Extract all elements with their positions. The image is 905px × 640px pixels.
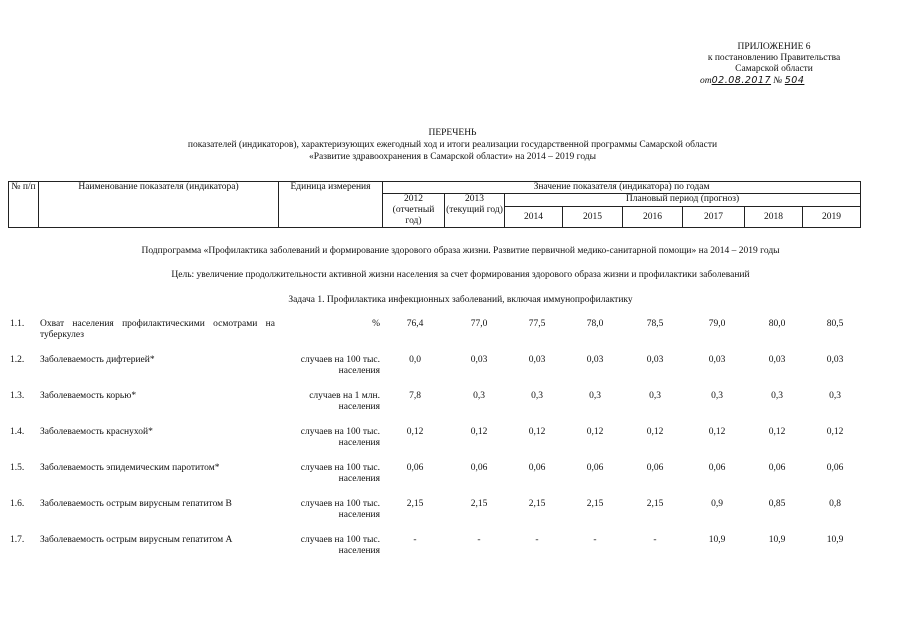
table-row [8, 427, 860, 463]
row-name: Заболеваемость острым вирусным гепатитом А [40, 535, 233, 545]
annex-block [690, 42, 858, 87]
header-plan: Плановый период (прогноз) [505, 194, 861, 207]
row-value: - [477, 535, 481, 545]
header-name: Наименование показателя (индикатора) [39, 182, 279, 228]
header-year: 2018 [745, 207, 803, 228]
row-value: 0,06 [768, 463, 786, 473]
row-value: 80,5 [826, 319, 844, 329]
header-values: Значение показателя (индикатора) по годам [383, 182, 861, 194]
row-name: Заболеваемость острым вирусным гепатитом В [40, 499, 232, 509]
row-value: 0,06 [646, 463, 664, 473]
row-unit: случаев на 100 тыс. населения [300, 499, 380, 520]
row-value: - [653, 535, 657, 545]
header-year: 2016 [623, 207, 683, 228]
task-title: Задача 1. Профилактика инфекционных заболеваний, включая иммунопрофилактику [288, 295, 633, 305]
annex-number: 504 [784, 75, 805, 86]
row-value: 0,06 [470, 463, 488, 473]
row-value: 0,06 [528, 463, 546, 473]
row-value: 78,0 [586, 319, 604, 329]
row-number: 1.1. [10, 319, 25, 329]
header-year: 2014 [505, 207, 563, 228]
row-unit: случаев на 100 тыс. населения [300, 427, 380, 448]
table-row [8, 391, 860, 427]
annex-date: 02.08.2017 [711, 75, 772, 86]
row-value: 0,03 [528, 355, 546, 365]
row-value: 0,06 [586, 463, 604, 473]
document-title-line1: показателей (индикаторов), характеризующих ежегодный ход и итоги реализации государственной программы Самарской области [187, 140, 718, 150]
row-value: 0,3 [711, 391, 723, 401]
row-value: 10,9 [708, 535, 726, 545]
row-value: 10,9 [768, 535, 786, 545]
row-number: 1.2. [10, 355, 25, 365]
header-num: № п/п [9, 182, 39, 228]
row-value: 0,8 [829, 499, 841, 509]
row-name: Охват населения профилактическими осмотрами на туберкулез [40, 319, 275, 340]
document-heading: ПЕРЕЧЕНЬ [428, 128, 477, 138]
row-unit: случаев на 100 тыс. населения [300, 535, 380, 556]
row-value: 0,9 [711, 499, 723, 509]
header-2012: 2012 (отчетный год) [383, 194, 445, 228]
subprogram-title: Подпрограмма «Профилактика заболеваний и формирование здорового образа жизни. Развитие первичной медико-санитарной помощи» на 2014 – 2019 годы [141, 246, 780, 256]
row-value: 0,06 [826, 463, 844, 473]
annex-line1: к постановлению Правительства [707, 53, 841, 63]
table-header [8, 181, 861, 228]
annex-line2: Самарской области [735, 64, 813, 74]
row-number: 1.7. [10, 535, 25, 545]
row-value: 2,15 [586, 499, 604, 509]
row-name: Заболеваемость эпидемическим паротитом* [40, 463, 220, 473]
annex-signature-line [690, 75, 858, 87]
row-value: 0,03 [708, 355, 726, 365]
row-value: 0,3 [649, 391, 661, 401]
row-value: 0,06 [406, 463, 424, 473]
row-value: 0,3 [531, 391, 543, 401]
header-unit: Единица измерения [279, 182, 383, 228]
row-value: 0,03 [586, 355, 604, 365]
row-value: 2,15 [528, 499, 546, 509]
row-name: Заболеваемость дифтерией* [40, 355, 155, 365]
row-value: 0,85 [768, 499, 786, 509]
row-value: 7,8 [409, 391, 421, 401]
document-title-line2: «Развитие здравоохранения в Самарской области» на 2014 – 2019 годы [308, 152, 597, 162]
row-value: 0,12 [646, 427, 664, 437]
row-value: - [593, 535, 597, 545]
row-value: 76,4 [406, 319, 424, 329]
annex-from-prefix: от [700, 76, 712, 86]
row-value: 0,03 [768, 355, 786, 365]
row-value: 0,12 [708, 427, 726, 437]
row-number: 1.3. [10, 391, 25, 401]
row-value: 0,03 [470, 355, 488, 365]
annex-title: ПРИЛОЖЕНИЕ 6 [737, 42, 811, 52]
row-value: 0,12 [470, 427, 488, 437]
row-value: 0,3 [829, 391, 841, 401]
row-value: 0,12 [826, 427, 844, 437]
row-value: 0,12 [586, 427, 604, 437]
row-value: 0,3 [473, 391, 485, 401]
row-unit: случаев на 1 млн. населения [309, 391, 380, 412]
row-number: 1.6. [10, 499, 25, 509]
row-value: 79,0 [708, 319, 726, 329]
row-name: Заболеваемость корью* [40, 391, 137, 401]
row-value: 0,03 [826, 355, 844, 365]
row-value: 0,06 [708, 463, 726, 473]
row-value: 77,5 [528, 319, 546, 329]
row-value: 2,15 [646, 499, 664, 509]
row-value: 0,3 [589, 391, 601, 401]
row-value: 0,0 [409, 355, 421, 365]
row-value: 0,3 [771, 391, 783, 401]
table-row [8, 535, 860, 571]
annex-no-prefix: № [773, 76, 783, 86]
row-value: 10,9 [826, 535, 844, 545]
row-value: - [535, 535, 539, 545]
row-value: 2,15 [470, 499, 488, 509]
row-unit: случаев на 100 тыс. населения [300, 355, 380, 376]
table-row [8, 319, 860, 355]
row-value: 77,0 [470, 319, 488, 329]
header-year: 2015 [563, 207, 623, 228]
row-value: 80,0 [768, 319, 786, 329]
row-value: 2,15 [406, 499, 424, 509]
row-value: 0,03 [646, 355, 664, 365]
row-value: 0,12 [528, 427, 546, 437]
table-row [8, 463, 860, 499]
header-2013: 2013 (текущий год) [445, 194, 505, 228]
row-name: Заболеваемость краснухой* [40, 427, 153, 437]
row-value: - [413, 535, 417, 545]
row-value: 0,12 [768, 427, 786, 437]
row-value: 78,5 [646, 319, 664, 329]
row-unit: случаев на 100 тыс. населения [300, 463, 380, 484]
goal-title: Цель: увеличение продолжительности активной жизни населения за счет формирования здорового образа жизни и профилактики заболеваний [171, 270, 750, 280]
row-unit: % [372, 319, 380, 329]
row-number: 1.5. [10, 463, 25, 473]
row-value: 0,12 [406, 427, 424, 437]
table-row [8, 499, 860, 535]
table-row [8, 355, 860, 391]
row-number: 1.4. [10, 427, 25, 437]
document-title [0, 127, 905, 163]
header-year: 2017 [683, 207, 745, 228]
header-year: 2019 [803, 207, 861, 228]
